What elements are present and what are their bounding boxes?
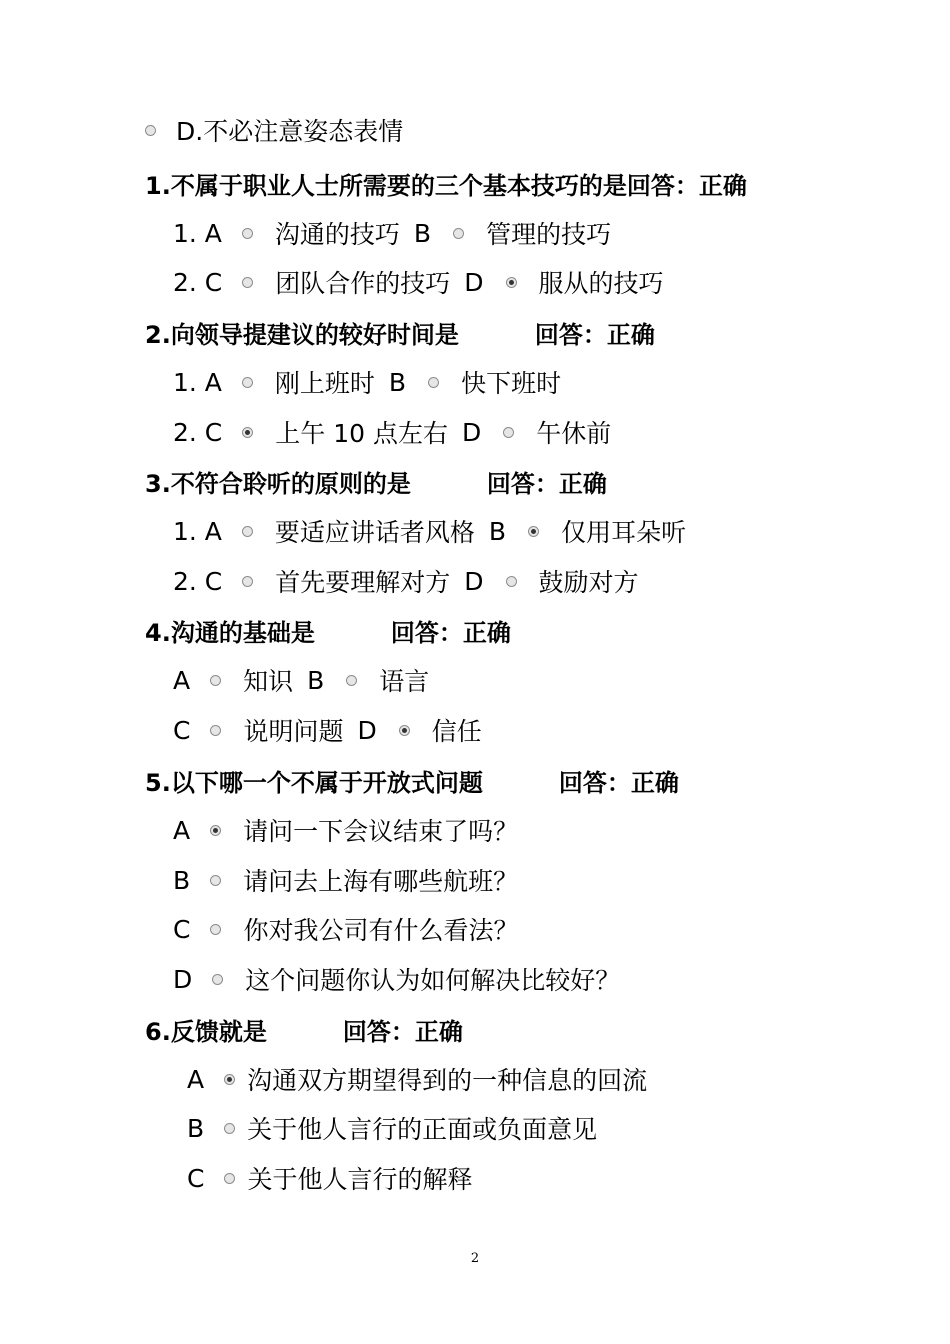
option-letter: 1. A	[173, 367, 222, 397]
option-letter: C	[187, 1163, 205, 1193]
question-title: 4.沟通的基础是 回答：正确	[145, 610, 511, 650]
radio-icon[interactable]	[210, 725, 221, 736]
option-letter: B	[173, 865, 191, 895]
radio-icon[interactable]	[242, 277, 253, 288]
radio-icon[interactable]	[346, 675, 357, 686]
option-text: 要适应讲话者风格	[274, 518, 475, 547]
option-row	[173, 860, 518, 900]
prev-option-d[interactable]	[145, 110, 403, 150]
option-letter: D	[464, 566, 484, 596]
radio-icon[interactable]	[145, 125, 156, 136]
answer-status: 回答：正确	[626, 171, 747, 200]
option-letter: 1. A	[173, 516, 222, 546]
option-row	[173, 262, 664, 302]
option-letter: C	[173, 914, 191, 944]
answer-status: 回答：正确	[486, 469, 607, 498]
option-text: 上午 10 点左右	[275, 419, 448, 448]
option-row	[173, 412, 611, 452]
radio-icon[interactable]	[224, 1173, 235, 1184]
answer-status: 回答：正确	[342, 1017, 463, 1046]
option-text: 服从的技巧	[538, 269, 664, 298]
radio-icon[interactable]	[242, 526, 253, 537]
radio-icon[interactable]	[212, 974, 223, 985]
option-row	[187, 1059, 647, 1099]
question-title: 5.以下哪一个不属于开放式问题 回答：正确	[145, 760, 679, 800]
option-text: 首先要理解对方	[275, 568, 451, 597]
radio-icon[interactable]	[242, 377, 253, 388]
answer-status: 回答：正确	[390, 618, 511, 647]
option-letter: 2. C	[173, 267, 223, 297]
option-text: 刚上班时	[274, 369, 375, 398]
radio-icon[interactable]	[224, 1074, 235, 1085]
radio-icon[interactable]	[503, 427, 514, 438]
radio-icon[interactable]	[242, 228, 253, 239]
option-letter: 1. A	[173, 218, 222, 248]
option-text: 管理的技巧	[486, 220, 612, 249]
question-title: 2.向领导提建议的较好时间是 回答：正确	[145, 312, 655, 352]
radio-icon[interactable]	[453, 228, 464, 239]
option-text: 语言	[379, 667, 430, 696]
page-number: 2	[470, 1251, 480, 1266]
option-letter: D	[357, 715, 377, 745]
option-row	[173, 959, 620, 999]
option-row	[187, 1108, 597, 1148]
radio-icon[interactable]	[528, 526, 539, 537]
radio-icon[interactable]	[210, 924, 221, 935]
option-letter: C	[173, 715, 191, 745]
option-letter: B	[488, 516, 507, 546]
option-letter: B	[413, 218, 432, 248]
answer-status: 回答：正确	[558, 768, 679, 797]
option-letter: D	[461, 417, 482, 447]
option-text: 午休前	[536, 419, 612, 448]
radio-icon[interactable]	[210, 875, 221, 886]
option-row	[173, 909, 518, 949]
answer-status: 回答：正确	[534, 320, 655, 349]
option-text: 这个问题你认为如何解决比较好？	[245, 966, 621, 995]
option-text: 沟通双方期望得到的一种信息的回流	[247, 1066, 648, 1095]
option-row	[173, 511, 686, 551]
option-row	[173, 561, 639, 601]
radio-icon[interactable]	[210, 825, 221, 836]
option-letter: D	[464, 267, 484, 297]
radio-icon[interactable]	[242, 427, 253, 438]
option-letter: A	[173, 815, 191, 845]
option-text: 说明问题	[243, 717, 344, 746]
option-text: 团队合作的技巧	[275, 269, 451, 298]
option-text: 鼓励对方	[538, 568, 639, 597]
radio-icon[interactable]	[224, 1123, 235, 1134]
option-text: 信任	[431, 717, 482, 746]
radio-icon[interactable]	[210, 675, 221, 686]
option-text: 沟通的技巧	[274, 220, 400, 249]
option-row	[173, 660, 429, 700]
option-letter: A	[173, 665, 191, 695]
radio-icon[interactable]	[399, 725, 410, 736]
option-row	[173, 213, 611, 253]
option-text: 关于他人言行的解释	[247, 1165, 473, 1194]
option-text: 快下班时	[461, 369, 562, 398]
radio-icon[interactable]	[506, 576, 517, 587]
option-row	[173, 362, 561, 402]
option-letter: D	[173, 964, 193, 994]
option-row	[173, 710, 482, 750]
option-row	[173, 810, 518, 850]
radio-icon[interactable]	[506, 277, 517, 288]
option-text: 你对我公司有什么看法？	[243, 916, 519, 945]
option-letter: A	[187, 1064, 205, 1094]
option-letter: B	[307, 665, 325, 695]
option-row	[187, 1158, 472, 1198]
radio-icon[interactable]	[428, 377, 439, 388]
radio-icon[interactable]	[242, 576, 253, 587]
option-text: 关于他人言行的正面或负面意见	[247, 1115, 598, 1144]
option-letter: 2. C	[173, 566, 223, 596]
option-label: D.不必注意姿态表情	[176, 117, 404, 146]
option-text: 仅用耳朵听	[561, 518, 687, 547]
option-text: 请问一下会议结束了吗？	[243, 817, 519, 846]
question-title: 1.不属于职业人士所需要的三个基本技巧的是 回答：正确	[145, 163, 747, 203]
option-letter: B	[187, 1113, 205, 1143]
option-text: 请问去上海有哪些航班？	[243, 867, 519, 896]
question-title: 6.反馈就是 回答：正确	[145, 1009, 463, 1049]
option-letter: 2. C	[173, 417, 223, 447]
question-title: 3.不符合聆听的原则的是 回答：正确	[145, 461, 607, 501]
option-letter: B	[388, 367, 407, 397]
option-text: 知识	[243, 667, 294, 696]
